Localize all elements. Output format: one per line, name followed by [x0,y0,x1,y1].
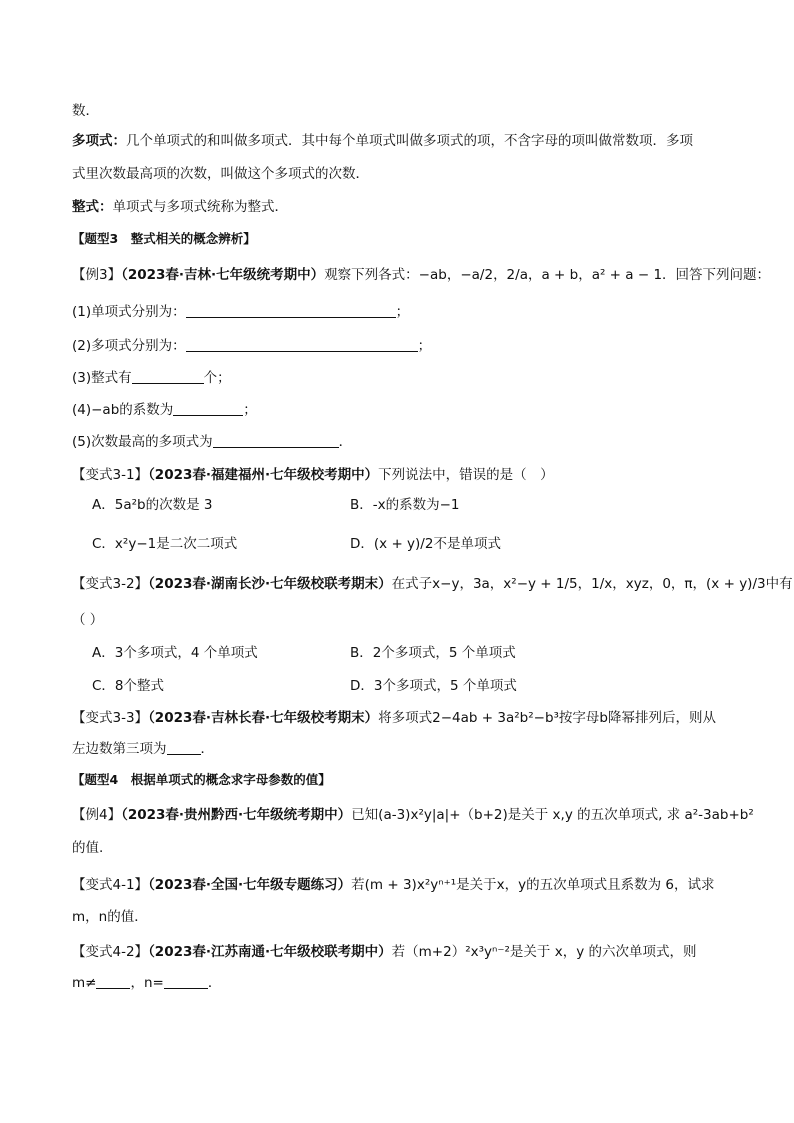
int-term: 整式： [72,199,113,215]
type4-heading: 【题型4 根据单项式的概念求字母参数的值】 [72,772,331,787]
q3-label: (3)整式有 [72,370,132,386]
v32-option-c: C．8个整式 [92,678,165,694]
poly-text-1: 几个单项式的和叫做多项式．其中每个单项式叫做多项式的项，不含字母的项叫做常数项．多项 [126,133,693,149]
v32-paren: （ ） [72,612,104,628]
polynomial-definition [72,131,734,151]
v32-text: 在式子x−y，3a，x²−y + 1/5，1/x，xyz，0，π，(x + y)/3中有 [391,576,793,592]
v32-option-b: B．2个多项式，5 个单项式 [350,645,516,661]
question-3 [72,368,734,388]
variant-3-3-cont [72,739,734,759]
q2-label: (2)多项式分别为： [72,338,186,354]
v41-label: 【变式4-1】 [72,877,149,893]
variant-4-1 [72,875,734,895]
v31-source: （2023春·福建福州·七年级校考期中） [148,467,379,483]
polynomial-definition-cont: 式里次数最高项的次数，叫做这个多项式的次数． [72,166,369,182]
question-1: (1)单项式分别为： ； [72,304,410,320]
answer-blank-1[interactable] [186,303,396,318]
variant-3-2 [72,574,793,594]
v32-label: 【变式3-2】 [72,576,149,592]
v33-end: ． [200,741,214,757]
example4 [72,805,754,825]
variant-3-1 [72,465,734,485]
v42-m-label: m≠ [72,975,97,991]
variant-3-3 [72,708,734,728]
question-5: (5)次数最高的多项式为 ． [72,434,353,450]
answer-blank-3[interactable] [132,369,204,384]
int-text: 单项式与多项式统称为整式． [112,199,288,215]
v31-option-d: D．(x + y)/2不是单项式 [350,536,501,552]
variant-4-2-cont [72,973,734,993]
v32-source: （2023春·湖南长沙·七年级校联考期末） [148,576,392,592]
q5-label: (5)次数最高的多项式为 [72,434,213,450]
answer-blank-n[interactable] [164,974,208,989]
answer-blank-4[interactable] [173,401,243,416]
v32-option-d: D．3个多项式，5 个单项式 [350,678,517,694]
intro-line-0: 数． [72,103,99,119]
q4-label: (4)−ab的系数为 [72,402,174,418]
example4-label: 【例4】 [72,807,122,823]
answer-blank-v33[interactable] [167,740,201,755]
v33-text-2: 左边数第三项为 [72,741,167,757]
v31-option-a: A．5a²b的次数是 3 [92,497,213,513]
v31-option-b: B．-x的系数为−1 [350,497,460,513]
v41-text: 若(m + 3)x²yⁿ⁺¹是关于x，y的五次单项式且系数为 6，试求 [351,877,715,893]
integral-definition [72,197,734,217]
example3-text: 观察下列各式：−ab，−a/2，2/a，a + b，a² + a − 1．回答下列问题： [324,267,771,283]
question-4: (4)−ab的系数为 ； [72,402,257,418]
example3-label: 【例3】 [72,267,122,283]
variant-4-1-cont: m，n的值． [72,909,148,925]
q1-label: (1)单项式分别为： [72,304,186,320]
v33-source: （2023春·吉林长春·七年级校考期末） [148,710,379,726]
example4-source: （2023春·贵州黔西·七年级统考期中） [121,807,352,823]
poly-term: 多项式： [72,133,126,149]
v33-text-1: 将多项式2−4ab + 3a²b²−b³按字母b降幂排列后，则从 [378,710,716,726]
v42-text: 若（m+2）²x³yⁿ⁻²是关于 x，y 的六次单项式，则 [391,944,697,960]
v31-text: 下列说法中，错误的是（ ） [378,467,554,483]
answer-blank-5[interactable] [213,433,339,448]
type3-heading: 【题型3 整式相关的概念辨析】 [72,231,256,246]
example4-text: 已知(a-3)x²y|a|+（b+2)是关于 x,y 的五次单项式, 求 a²-3ab+b² [351,807,754,823]
v31-option-c: C．x²y−1是二次二项式 [92,536,238,552]
q3-unit: 个； [203,370,231,386]
v32-option-a: A．3个多项式，4 个单项式 [92,645,258,661]
question-2: (2)多项式分别为： ； [72,338,432,354]
v42-n-label: ，n= [130,975,164,991]
v33-label: 【变式3-3】 [72,710,149,726]
example3 [72,265,771,285]
v42-end: ． [207,975,222,991]
v42-source: （2023春·江苏南通·七年级校联考期中） [148,944,392,960]
v42-label: 【变式4-2】 [72,944,149,960]
v41-source: （2023春·全国·七年级专题练习） [148,877,352,893]
answer-blank-2[interactable] [186,337,418,352]
answer-blank-m[interactable] [96,974,130,989]
example4-cont: 的值. [72,840,104,856]
v31-label: 【变式3-1】 [72,467,149,483]
variant-4-2 [72,942,734,962]
example3-source: （2023春·吉林·七年级统考期中） [121,267,325,283]
